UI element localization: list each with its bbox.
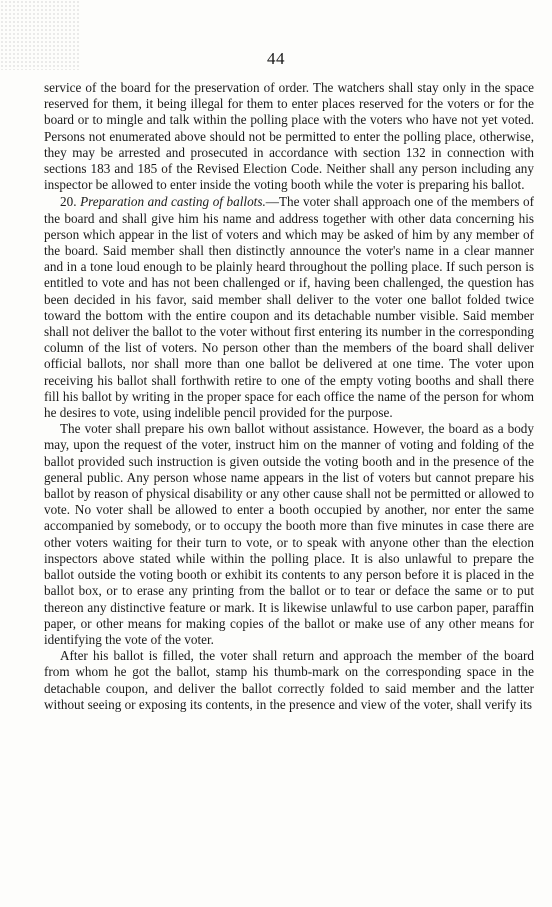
section-number: 20.: [60, 194, 77, 210]
section-text: —The voter shall approach one of the members of the board and shall give him his name and address together with other data concerning his person which appear in the list of voters and which may be asked of him by any member of the board. Said member shall then distinctly announce the voter's name in a clear manner and in a tone loud enough to be plainly heard throughout the polling place. If such person is entitled to vote and has not been challenged or if, having been challenged, the question has been decided in his favor, said member shall deliver to the voter one ballot folded twice toward the bottom with the entire coupon and its detachable number visible. Said member shall not deliver the ballot to the voter without first entering its number in the corresponding column of the list of voters. No person other than the members of the board shall deliver official ballots, nor shall more than one ballot be delivered at one time. The voter upon receiving his ballot shall forthwith retire to one of the empty voting booths and shall there fill his ballot by writing in the proper space for each office the name of the person for whom he desires to vote, using indelible pencil provided for the purpose.: [44, 194, 534, 421]
paragraph-ballot-return: After his ballot is filled, the voter shall return and approach the member of the board from whom he got the ballot, stamp his thumb-mark on the corresponding space in the detachable coupon, and deliver the ballot correctly folded to said member and the latter without seeing or exposing its contents, in the presence and view of the voter, shall verify its: [44, 648, 534, 712]
paragraph-continuation: service of the board for the preservation of order. The watchers shall stay only in the space reserved for them, it being illegal for them to enter places reserved for the voters or for the board or to mingle and talk within the polling place with the voters who have not yet voted. Persons not enumerated above should not be permitted to enter the polling place, otherwise, they may be arrested and prosecuted in accordance with section 132 in connection with sections 183 and 185 of the Revised Election Code. Neither shall any person including any inspector be allowed to enter inside the voting booth while the voter is preparing his ballot.: [44, 80, 534, 193]
page-number: 44: [267, 49, 285, 68]
section-heading: Preparation and casting of ballots.: [80, 194, 266, 210]
body-text: [44, 80, 534, 713]
paragraph-section-20: [44, 194, 534, 421]
paragraph-voter-assistance: The voter shall prepare his own ballot without assistance. However, the board as a body may, upon the request of the voter, instruct him on the manner of voting and folding of the ballot provided such instruction is given outside the voting booth and in the presence of the general public. Any person whose name appears in the list of voters but cannot prepare his ballot by reason of physical disability or any other cause shall not be permitted or allowed to vote. No voter shall be allowed to enter a booth occupied by another, nor enter the same accompanied by somebody, or to occupy the booth more than five minutes in case there are other voters waiting for their turn to vote, or to speak with anyone other than the election inspectors above stated while within the polling place. It is also unlawful to prepare the ballot outside the voting booth or exhibit its contents to any person before it is placed in the ballot box, or to erase any printing from the ballot or to tear or deface the same or to put thereon any distinctive feature or mark. It is likewise unlawful to use carbon paper, paraffin paper, or other means for making copies of the ballot or make use of any other means for identifying the vote of the voter.: [44, 421, 534, 647]
